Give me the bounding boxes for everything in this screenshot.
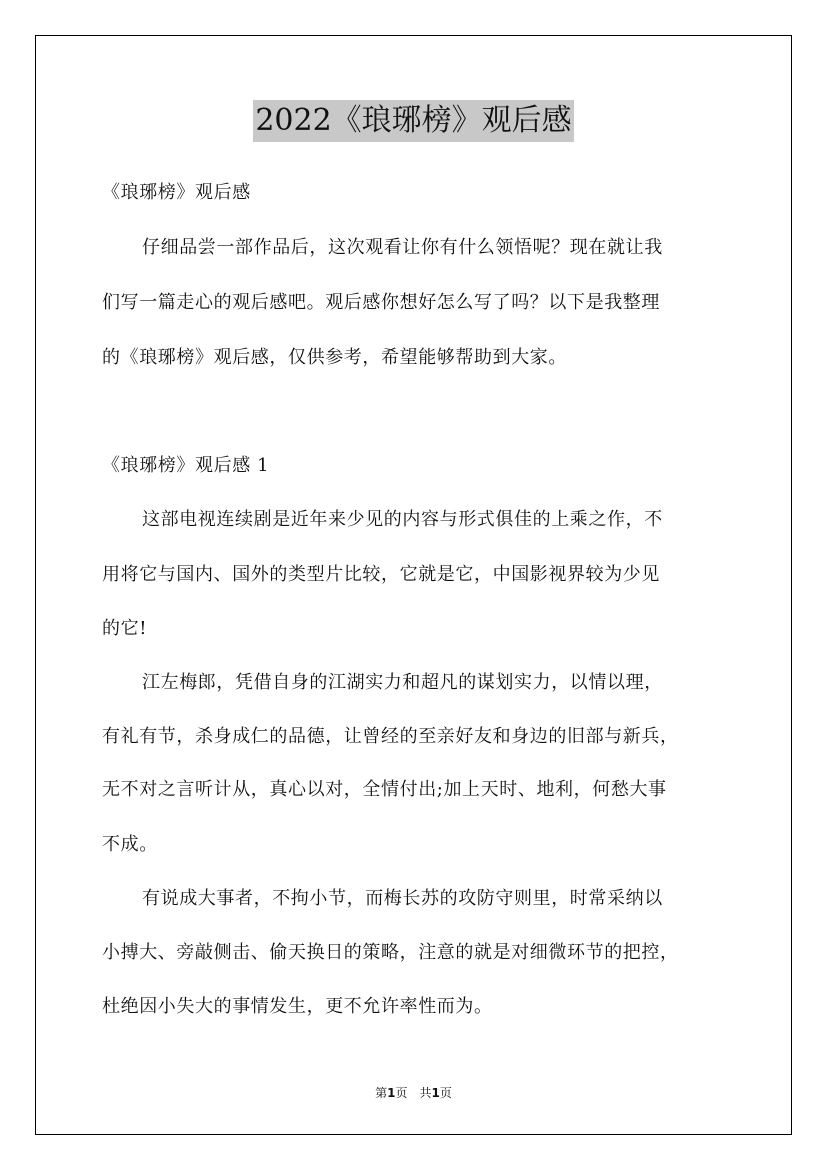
- footer-prefix: 第: [375, 1086, 388, 1100]
- page-footer: [0, 1084, 827, 1101]
- paragraph3-line-3: 杜绝因小失大的事情发生，更不允许率性而为。: [102, 996, 493, 1017]
- paragraph2-line-3: 无不对之言听计从，真心以对，全情付出;加上天时、地利，何愁大事: [102, 779, 667, 800]
- footer-page-total: 1: [431, 1086, 440, 1100]
- footer-suffix: 页: [439, 1086, 452, 1100]
- paragraph2-line-2: 有礼有节，杀身成仁的品德，让曾经的至亲好友和身边的旧部与新兵，: [102, 726, 679, 747]
- section-heading: 《琅琊榜》观后感 1: [102, 455, 270, 476]
- paragraph1-line-2: 用将它与国内、国外的类型片比较，它就是它，中国影视界较为少见: [102, 564, 660, 585]
- page-title: 2022《琅琊榜》观后感: [253, 100, 573, 142]
- footer-mid: 页 共: [395, 1086, 432, 1100]
- intro-line-1: 仔细品尝一部作品后，这次观看让你有什么领悟呢？现在就让我: [142, 237, 663, 258]
- paragraph3-line-1: 有说成大事者，不拘小节，而梅长苏的攻防守则里，时常采纳以: [142, 888, 663, 909]
- paragraph1-line-1: 这部电视连续剧是近年来少见的内容与形式俱佳的上乘之作，不: [142, 509, 663, 530]
- paragraph1-line-3: 的它!: [102, 618, 148, 639]
- title-container: [0, 100, 827, 142]
- intro-line-3: 的《琅琊榜》观后感，仅供参考，希望能够帮助到大家。: [102, 347, 567, 368]
- intro-line-2: 们写一篇走心的观后感吧。观后感你想好怎么写了吗？以下是我整理: [102, 292, 660, 313]
- paragraph2-line-4: 不成。: [102, 834, 158, 855]
- subtitle: 《琅琊榜》观后感: [102, 182, 251, 203]
- paragraph3-line-2: 小搏大、旁敲侧击、偷天换日的策略，注意的就是对细微环节的把控，: [102, 942, 679, 963]
- paragraph2-line-1: 江左梅郎，凭借自身的江湖实力和超凡的谋划实力，以情以理，: [142, 672, 663, 693]
- footer-page-current: 1: [387, 1086, 396, 1100]
